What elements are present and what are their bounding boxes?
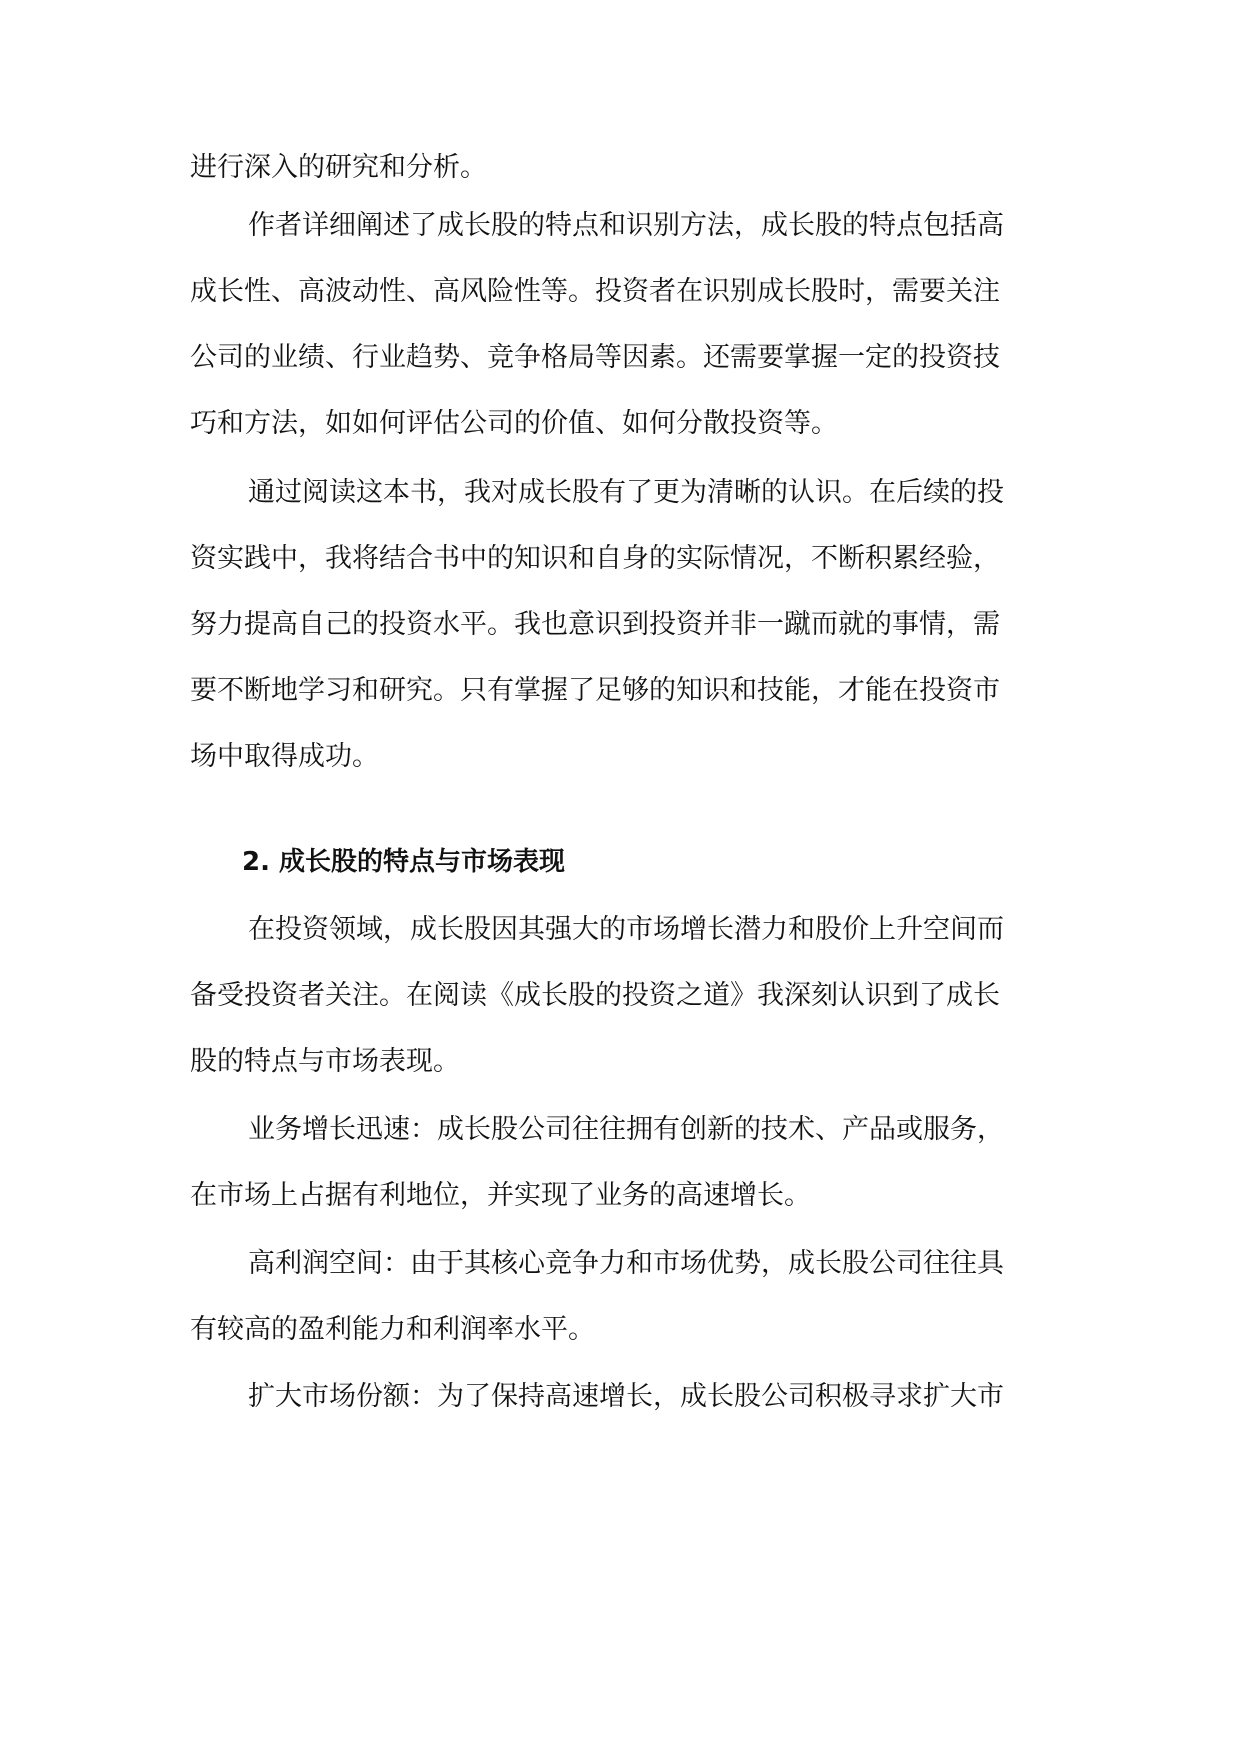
text-line: 场中取得成功。	[190, 741, 379, 772]
section-heading: 2. 成长股的特点与市场表现	[242, 847, 566, 877]
text-line: 努力提高自己的投资水平。我也意识到投资并非一蹴而就的事情，需	[190, 609, 1000, 640]
text-line: 进行深入的研究和分析。	[190, 152, 487, 183]
text-line: 有较高的盈利能力和利润率水平。	[190, 1314, 595, 1345]
text-line: 高利润空间：由于其核心竞争力和市场优势，成长股公司往往具	[248, 1248, 1004, 1279]
text-line: 在市场上占据有利地位，并实现了业务的高速增长。	[190, 1180, 811, 1211]
text-line: 在投资领域，成长股因其强大的市场增长潜力和股价上升空间而	[248, 914, 1004, 945]
text-line: 备受投资者关注。在阅读《成长股的投资之道》我深刻认识到了成长	[190, 980, 1000, 1011]
text-line: 公司的业绩、行业趋势、竞争格局等因素。还需要掌握一定的投资技	[190, 342, 1000, 373]
text-line: 成长性、高波动性、高风险性等。投资者在识别成长股时，需要关注	[190, 276, 1000, 307]
text-line: 股的特点与市场表现。	[190, 1046, 460, 1077]
text-line: 业务增长迅速：成长股公司往往拥有创新的技术、产品或服务，	[248, 1114, 1004, 1145]
text-line: 作者详细阐述了成长股的特点和识别方法，成长股的特点包括高	[248, 210, 1004, 241]
text-line: 扩大市场份额：为了保持高速增长，成长股公司积极寻求扩大市	[248, 1381, 1004, 1412]
text-line: 巧和方法，如如何评估公司的价值、如何分散投资等。	[190, 408, 838, 439]
text-line: 资实践中，我将结合书中的知识和自身的实际情况，不断积累经验，	[190, 543, 1000, 574]
text-line: 通过阅读这本书，我对成长股有了更为清晰的认识。在后续的投	[248, 477, 1004, 508]
text-line: 要不断地学习和研究。只有掌握了足够的知识和技能，才能在投资市	[190, 675, 1000, 706]
